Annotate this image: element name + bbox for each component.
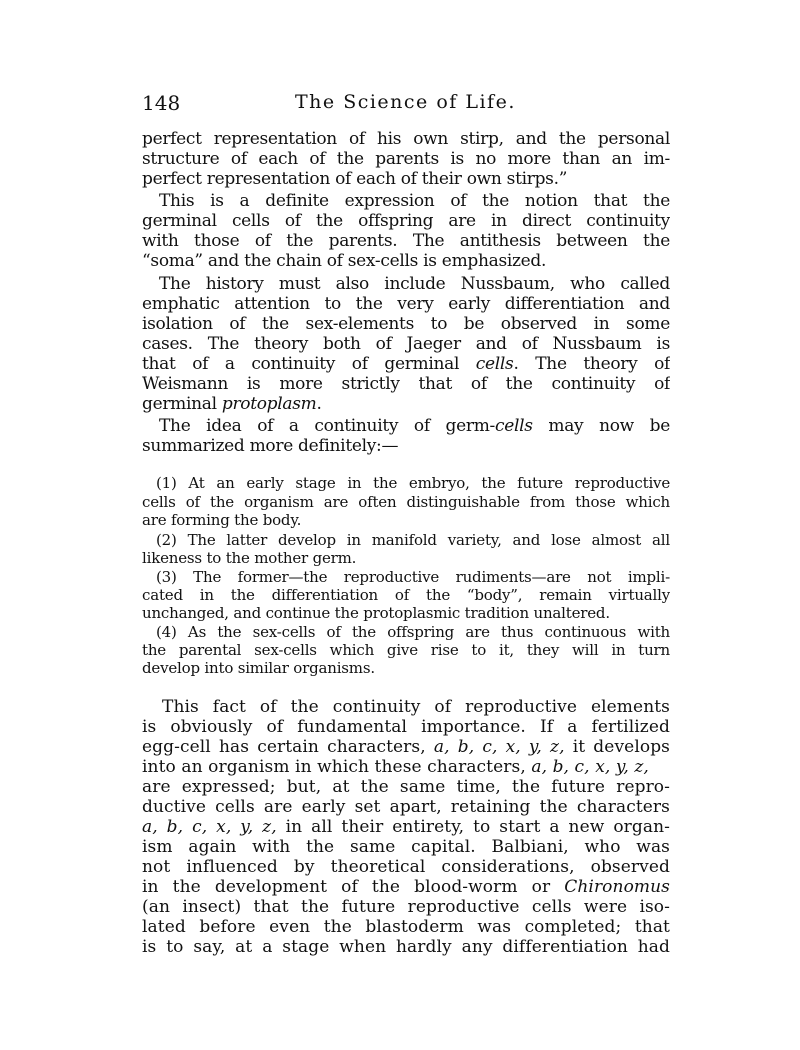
italic-text: protoplasm bbox=[221, 394, 317, 414]
text-segment: (3) The former—the reproductive rudiments—are not impli- bbox=[156, 568, 670, 586]
text-segment: (an insect) that the future reproductive cells were iso- bbox=[142, 897, 670, 917]
text-segment: summarized more definitely:— bbox=[142, 436, 399, 456]
text-segment: perfect representation of each of their own stirps.” bbox=[142, 169, 568, 189]
text-segment: cases. The theory both of Jaeger and of Nussbaum is bbox=[142, 334, 670, 354]
text-line bbox=[142, 604, 670, 624]
text-line bbox=[142, 641, 670, 661]
text-segment: into an organism in which these characters, bbox=[142, 757, 532, 777]
italic-text: cells bbox=[494, 416, 533, 436]
text-line bbox=[156, 531, 670, 551]
text-segment: unchanged, and continue the protoplasmic tradition unaltered. bbox=[142, 604, 610, 622]
page-header bbox=[142, 89, 670, 117]
text-line bbox=[156, 568, 670, 588]
text-segment: emphatic attention to the very early differentiation and bbox=[142, 294, 670, 314]
text-segment: (1) At an early stage in the embryo, the future reproductive bbox=[156, 474, 670, 492]
text-segment: not influenced by theoretical considerations, observed bbox=[142, 857, 670, 877]
text-segment: egg-cell has certain characters, bbox=[142, 737, 434, 757]
page-number: 148 bbox=[142, 91, 181, 115]
text-segment: The history must also include Nussbaum, who called bbox=[159, 274, 670, 294]
running-title: The Science of Life. bbox=[295, 91, 516, 113]
text-segment: The idea of a continuity of germ- bbox=[159, 416, 495, 436]
text-line bbox=[142, 394, 670, 418]
text-segment: . The theory of bbox=[513, 354, 670, 374]
text-segment: is to say, at a stage when hardly any differentiation had bbox=[142, 937, 670, 957]
text-segment: This is a definite expression of the notion that the bbox=[159, 191, 670, 211]
text-segment: is obviously of fundamental importance. If a fertilized bbox=[142, 717, 670, 737]
text-segment: This fact of the continuity of reproductive elements bbox=[162, 697, 670, 717]
text-segment: develop into similar organisms. bbox=[142, 659, 375, 677]
italic-text: a, b, c, x, y, z, bbox=[433, 737, 565, 757]
text-segment: (2) The latter develop in manifold variety, and lose almost all bbox=[156, 531, 670, 549]
text-line bbox=[142, 436, 670, 460]
text-segment: germinal cells of the offspring are in direct continuity bbox=[142, 211, 670, 231]
text-segment: (4) As the sex-cells of the offspring are thus continuous with bbox=[156, 623, 670, 641]
text-segment: are forming the body. bbox=[142, 511, 302, 529]
text-segment: ism again with the same capital. Balbiani, who was bbox=[142, 837, 670, 857]
italic-text: Chironomus bbox=[564, 877, 670, 897]
text-segment: with those of the parents. The antithesis between the bbox=[142, 231, 670, 251]
text-segment: it develops bbox=[564, 737, 670, 757]
text-line bbox=[142, 937, 670, 961]
text-segment: structure of each of the parents is no more than an im- bbox=[142, 149, 670, 169]
italic-text: a, b, c, x, y, z, bbox=[531, 757, 649, 777]
text-line bbox=[142, 659, 670, 679]
text-line bbox=[142, 251, 670, 275]
text-line bbox=[142, 549, 670, 569]
text-segment: . bbox=[316, 394, 322, 414]
text-line bbox=[156, 623, 670, 643]
italic-text: a, b, c, x, y, z, bbox=[142, 817, 277, 837]
text-line bbox=[142, 511, 670, 531]
text-segment: may now be bbox=[532, 416, 670, 436]
text-line bbox=[156, 474, 670, 494]
text-segment: perfect representation of his own stirp, and the personal bbox=[142, 129, 670, 149]
text-segment: isolation of the sex-elements to be observed in some bbox=[142, 314, 670, 334]
text-segment: in all their entirety, to start a new organ- bbox=[276, 817, 670, 837]
text-segment: lated before even the blastoderm was completed; that bbox=[142, 917, 670, 937]
text-segment: cated in the differentiation of the “body”, remain virtually bbox=[142, 586, 670, 604]
text-line bbox=[142, 586, 670, 606]
text-line bbox=[142, 169, 670, 193]
text-segment: germinal bbox=[142, 394, 222, 414]
italic-text: cells bbox=[475, 354, 514, 374]
text-segment: are expressed; but, at the same time, the future repro- bbox=[142, 777, 670, 797]
text-segment: likeness to the mother germ. bbox=[142, 549, 357, 567]
text-segment: Weismann is more strictly that of the continuity of bbox=[142, 374, 670, 394]
text-segment: cells of the organism are often distinguishable from those which bbox=[142, 493, 670, 511]
text-line bbox=[142, 493, 670, 513]
text-segment: the parental sex-cells which give rise to it, they will in turn bbox=[142, 641, 670, 659]
text-segment: that of a continuity of germinal bbox=[142, 354, 476, 374]
text-segment: ductive cells are early set apart, retaining the characters bbox=[142, 797, 670, 817]
text-segment: in the development of the blood-worm or bbox=[142, 877, 565, 897]
text-segment: “soma” and the chain of sex-cells is emphasized. bbox=[142, 251, 547, 271]
